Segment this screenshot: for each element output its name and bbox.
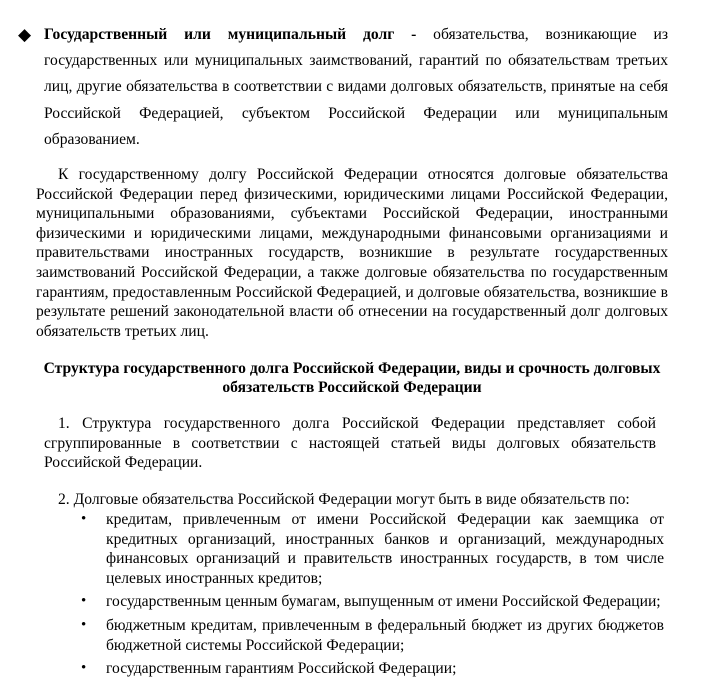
definition-term: Государственный или муниципальный долг - xyxy=(44,26,417,43)
definition-body: обязательства, возникающие из государственных или муниципальных заимствований, гарантий по обязательствам третьих лиц, другие обязательства в соответствии с видами долговых обязательств, принятые на себя Российской Федерацией, субъектом Российской Федерации или муниципальным образованием. xyxy=(44,26,668,148)
definition-text xyxy=(44,22,668,153)
definition-block xyxy=(8,22,668,153)
bullet-icon: • xyxy=(81,511,87,527)
list-item-text: кредитам, привлеченным от имени Российской Федерации как заемщика от кредитных организаций, иностранных банков и организаций, международных финансовых организаций и правительств иностранных государств, в том числе целевых иностранных кредитов; xyxy=(106,511,664,587)
paragraph-debt-forms: 2. Долговые обязательства Российской Федерации могут быть в виде обязательств по: xyxy=(58,491,630,508)
list-item xyxy=(44,510,664,588)
bullet-icon: • xyxy=(81,660,87,677)
paragraph-state-debt-composition: К государственному долгу Российской Федерации относятся долговые обязательства Российской Федерации перед физическими, юридическими лицами Российской Федерации, муниципальными образованиями, субъектами Российской Федерации, иностранными физическими и юридическими лицами, международными финансовыми организациями и правительствами иностранных государств, возникшие в результате государственных заимствований Российской Федерации, а также долговые обязательства по государственным гарантиям, предоставленным Российской Федерацией, и долговые обязательства, возникшие в результате решений законодательной власти об отнесении на государственный долг долговых обязательств третьих лиц. xyxy=(36,166,668,340)
bullet-icon: • xyxy=(81,593,87,610)
diamond-bullet-icon: ◆ xyxy=(18,25,32,44)
section-heading: Структура государственного долга Российской Федерации, виды и срочность долговых обязательств Российской Федерации xyxy=(43,360,661,396)
list-item xyxy=(44,616,664,655)
list-item-text: бюджетным кредитам, привлеченным в федеральный бюджет из других бюджетов бюджетной системы Российской Федерации; xyxy=(106,616,664,654)
list-item xyxy=(44,592,664,612)
bullet-icon: • xyxy=(81,616,87,633)
debt-obligations-list xyxy=(44,510,664,679)
paragraph-structure: 1. Структура государственного долга Российской Федерации представляет собой сгруппированные в соответствии с настоящей статьей виды долговых обязательств Российской Федерации. xyxy=(44,415,656,472)
list-item-text: государственным ценным бумагам, выпущенным от имени Российской Федерации; xyxy=(106,593,661,611)
list-item xyxy=(44,659,664,679)
list-item-text: государственным гарантиям Российской Федерации; xyxy=(106,660,457,678)
